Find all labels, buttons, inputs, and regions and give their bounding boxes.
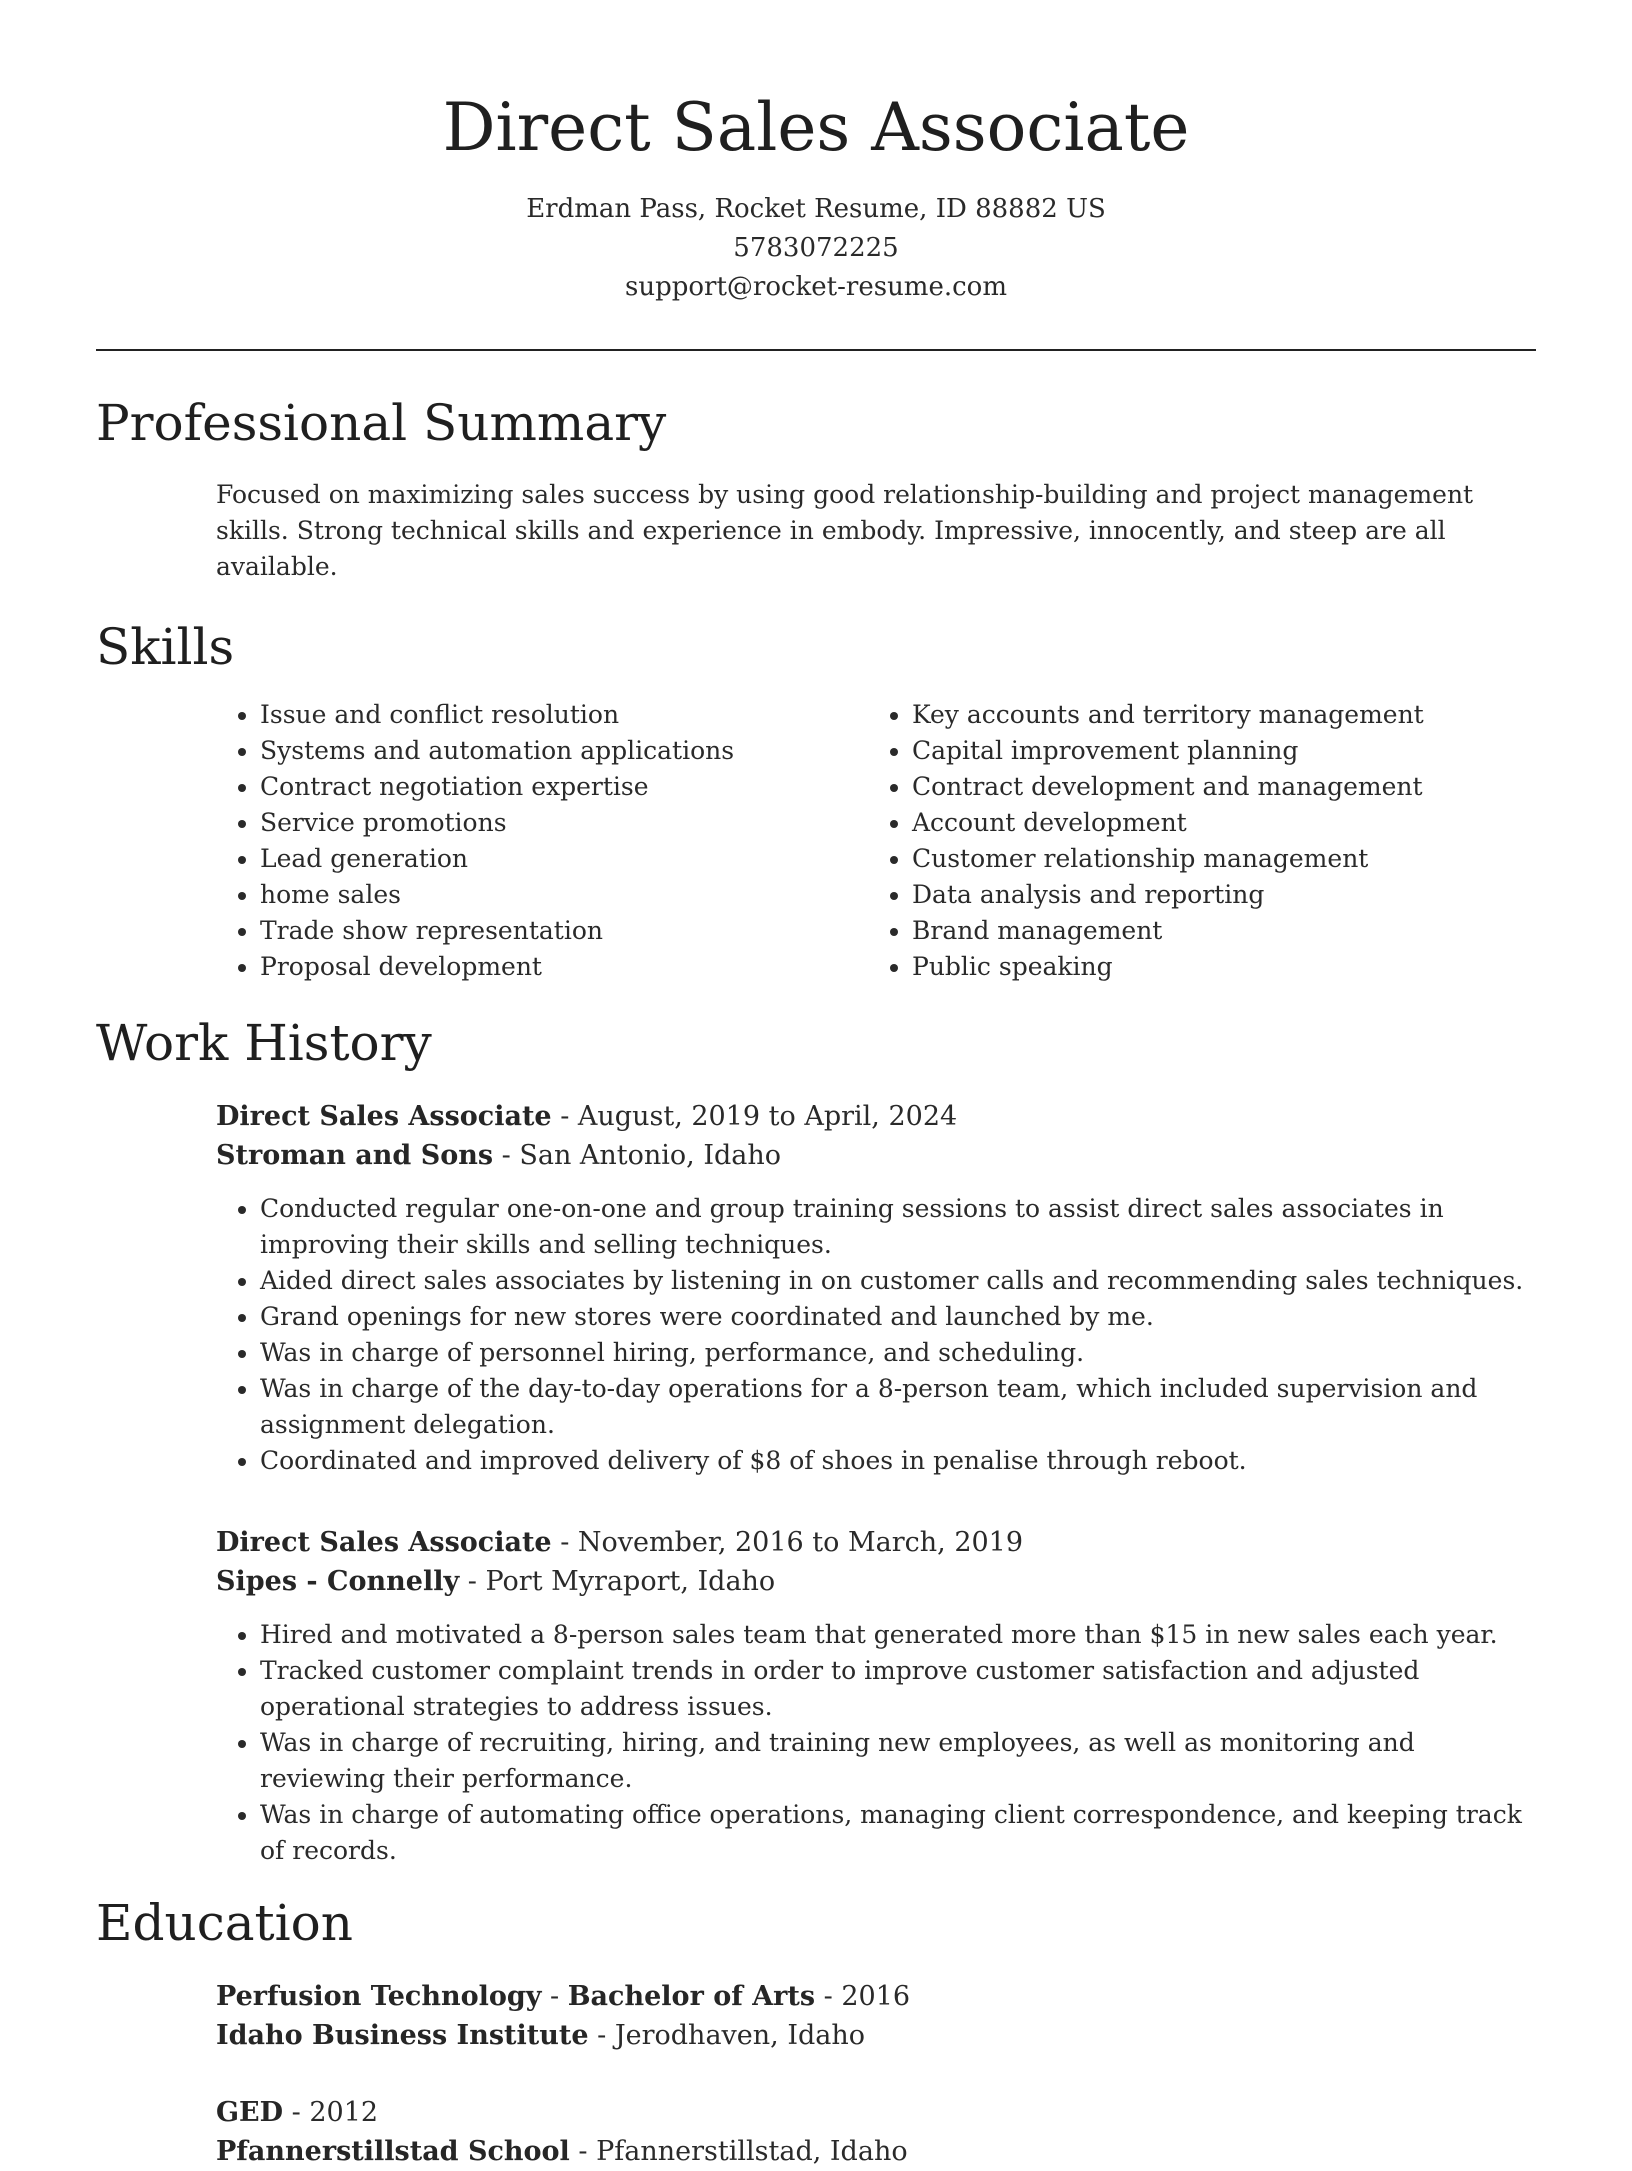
- education-degree-line: [216, 2093, 1536, 2132]
- contact-address: Erdman Pass, Rocket Resume, ID 88882 US: [526, 194, 1106, 224]
- education-location: Jerodhaven, Idaho: [614, 2020, 866, 2051]
- skills-list-right: [868, 697, 1520, 985]
- skill-item: • Brand management: [912, 913, 1520, 949]
- contact-email: support@rocket-resume.com: [624, 272, 1007, 302]
- job-bullet: • Was in charge of recruiting, hiring, and training new employees, as well as monitoring and reviewing their performance.: [260, 1725, 1536, 1797]
- skills-section: [96, 615, 1536, 985]
- work-history-section: [96, 1011, 1536, 1869]
- job-bullet: • Was in charge of the day-to-day operations for a 8-person team, which included supervision and assignment delegation.: [260, 1371, 1536, 1443]
- education-year: 2016: [841, 1981, 911, 2012]
- separator: -: [551, 1527, 578, 1558]
- job-company: Sipes - Connelly: [216, 1566, 460, 1597]
- contact-block: [96, 190, 1536, 307]
- education-school-line: [216, 2132, 1536, 2171]
- job-role-line: [216, 1523, 1536, 1562]
- education-degree-line: [216, 1977, 1536, 2016]
- education-section: [96, 1891, 1536, 2171]
- separator: -: [551, 1101, 578, 1132]
- job-bullet: • Conducted regular one-on-one and group training sessions to assist direct sales associates in improving their skills and selling techniques.: [260, 1191, 1536, 1263]
- skill-item: • Contract negotiation expertise: [260, 769, 868, 805]
- job-bullets: [216, 1617, 1536, 1869]
- job-bullet: • Hired and motivated a 8-person sales team that generated more than $15 in new sales each year.: [260, 1617, 1536, 1653]
- education-entry: [96, 1977, 1536, 2055]
- skill-item: • Capital improvement planning: [912, 733, 1520, 769]
- job-role-line: [216, 1097, 1536, 1136]
- skill-item: • Lead generation: [260, 841, 868, 877]
- separator: -: [569, 2136, 597, 2167]
- skill-item: • Contract development and management: [912, 769, 1520, 805]
- education-field: Perfusion Technology: [216, 1981, 542, 2012]
- job-location: San Antonio, Idaho: [519, 1140, 782, 1171]
- skill-item: • Account development: [912, 805, 1520, 841]
- skill-item: • Public speaking: [912, 949, 1520, 985]
- summary-text: Focused on maximizing sales success by using good relationship-building and project management skills. Strong technical skills and experience in embody. Impressive, innocently, and steep are all available.: [216, 480, 1474, 581]
- job-bullet: • Was in charge of automating office operations, managing client correspondence, and keeping track of records.: [260, 1797, 1536, 1869]
- skills-list-left: [216, 697, 868, 985]
- work-history-heading: Work History: [96, 1014, 432, 1072]
- summary-section: [96, 391, 1536, 585]
- skill-item: • home sales: [260, 877, 868, 913]
- candidate-title: Direct Sales Associate: [442, 89, 1190, 166]
- job-bullet: • Was in charge of personnel hiring, performance, and scheduling.: [260, 1335, 1536, 1371]
- skill-item: • Systems and automation applications: [260, 733, 868, 769]
- separator: -: [283, 2097, 310, 2128]
- skills-heading: Skills: [96, 618, 235, 676]
- job-company: Stroman and Sons: [216, 1140, 494, 1171]
- separator: -: [459, 1566, 486, 1597]
- job-bullets: [216, 1191, 1536, 1479]
- job-bullet: • Grand openings for new stores were coordinated and launched by me.: [260, 1299, 1536, 1335]
- separator: -: [815, 1981, 842, 2012]
- summary-heading: Professional Summary: [96, 394, 667, 452]
- separator: -: [493, 1140, 520, 1171]
- separator: -: [541, 1981, 568, 2012]
- job-bullet: • Coordinated and improved delivery of $8 of shoes in penalise through reboot.: [260, 1443, 1536, 1479]
- job-company-line: [216, 1136, 1536, 1175]
- education-school-line: [216, 2016, 1536, 2055]
- skill-item: • Service promotions: [260, 805, 868, 841]
- job-company-line: [216, 1562, 1536, 1601]
- job-dates: August, 2019 to April, 2024: [577, 1101, 958, 1132]
- job-bullet: • Tracked customer complaint trends in order to improve customer satisfaction and adjusted operational strategies to address issues.: [260, 1653, 1536, 1725]
- education-degree: GED: [216, 2097, 284, 2128]
- skills-grid: [96, 697, 1536, 985]
- education-heading: Education: [96, 1894, 353, 1952]
- job-role: Direct Sales Associate: [216, 1101, 552, 1132]
- education-location: Pfannerstillstad, Idaho: [596, 2136, 908, 2167]
- job-entry: [96, 1523, 1536, 1869]
- job-location: Port Myraport, Idaho: [485, 1566, 776, 1597]
- job-role: Direct Sales Associate: [216, 1527, 552, 1558]
- resume-header: [96, 0, 1536, 307]
- education-school: Idaho Business Institute: [216, 2020, 589, 2051]
- skill-item: • Proposal development: [260, 949, 868, 985]
- job-entry: [96, 1097, 1536, 1479]
- education-school: Pfannerstillstad School: [216, 2136, 570, 2167]
- job-dates: November, 2016 to March, 2019: [577, 1527, 1024, 1558]
- education-entry: [96, 2093, 1536, 2171]
- skill-item: • Customer relationship management: [912, 841, 1520, 877]
- education-degree: Bachelor of Arts: [567, 1981, 816, 2012]
- contact-phone: 5783072225: [733, 233, 899, 263]
- skill-item: • Data analysis and reporting: [912, 877, 1520, 913]
- separator: -: [588, 2020, 615, 2051]
- skill-item: • Trade show representation: [260, 913, 868, 949]
- job-bullet: • Aided direct sales associates by listening in on customer calls and recommending sales techniques.: [260, 1263, 1536, 1299]
- header-divider: [96, 349, 1536, 351]
- skill-item: • Key accounts and territory management: [912, 697, 1520, 733]
- skill-item: • Issue and conflict resolution: [260, 697, 868, 733]
- education-year: 2012: [309, 2097, 379, 2128]
